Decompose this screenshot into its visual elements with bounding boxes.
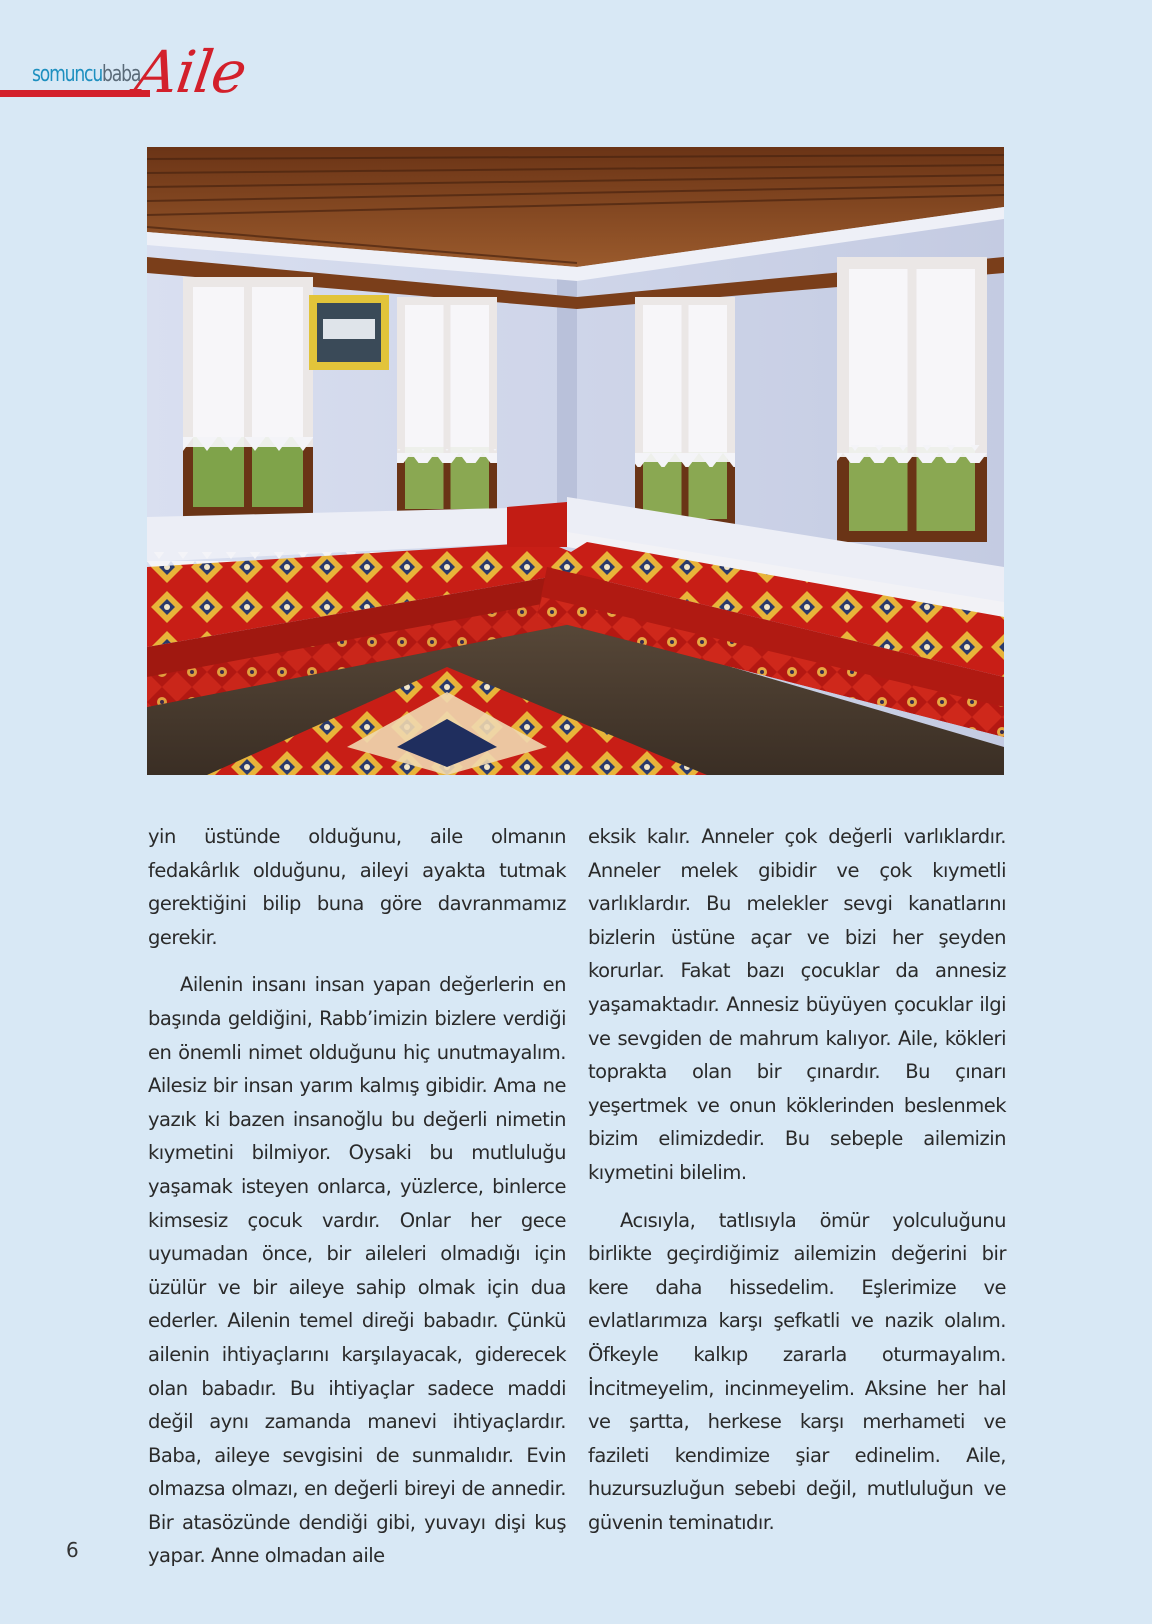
room-illustration — [147, 147, 1004, 775]
page-number: 6 — [66, 1538, 79, 1562]
right-paragraph-1: eksik kalır. Anneler çok değerli varlıklardır. Anneler melek gibidir ve çok kıymetli varlıklardır. Bu melekler sevgi kanatlarını bizlerin üstüne açar ve bizi her şeyden korurlar. Fakat bazı çocuklar da annesiz yaşamaktadır. Annesiz büyüyen çocuklar ilgi ve sevgiden de mahrum kalıyor. Aile, kökleri toprakta olan bir çınardır. Bu çınarı yeşertmek ve onun köklerinden beslenmek bizim elimizdedir. Bu sebeple ailemizin kıymetini bilelim. — [588, 825, 1006, 1184]
article-column-left — [148, 820, 566, 1573]
left-paragraph-2: Ailenin insanı insan yapan değerlerin en başında geldiğini, Rabb’imizin bizlere verdiği en önemli nimet olduğunu hiç unutmayalım. Ailesiz bir insan yarım kalmış gibidir. Ama ne yazık ki bazen insanoğlu bu değerli nimetin kıymetini bilmiyor. Oysaki bu mutluluğu yaşamak isteyen onlarca, yüzlerce, binlerce kimsesiz çocuk vardır. Onlar her gece uyumadan önce, bir aileleri olmadığı için üzülür ve bir aileye sahip olmak için dua ederler. Ailenin temel direği babadır. Çünkü ailenin ihtiyaçlarını karşılayacak, giderecek olan babadır. Bu ihtiyaçlar sadece maddi değil aynı zamanda manevi ihtiyaçlardır. Baba, aileye sevgisini de sunmalıdır. Evin olmazsa olmazı, en değerli bireyi de annedir. Bir atasözünde dendiği gibi, yuvayı dişi kuş yapar. Anne olmadan aile — [148, 973, 566, 1568]
magazine-logo — [0, 38, 250, 110]
brand-part1: somuncu — [32, 62, 103, 87]
brand-name — [32, 62, 140, 87]
logo-red-bar — [0, 90, 150, 97]
section-title: Aile — [131, 38, 251, 106]
brand-part2: baba — [102, 62, 141, 87]
article-column-right — [588, 820, 1006, 1539]
left-paragraph-1: yin üstünde olduğunu, aile olmanın fedakârlık olduğunu, aileyi ayakta tutmak gerektiğini bilip buna göre davranmamız gerekir. — [148, 825, 566, 949]
right-paragraph-2: Acısıyla, tatlısıyla ömür yolculuğunu birlikte geçirdiğimiz ailemizin değerini bir kere daha hissedelim. Eşlerimize ve evlatlarımıza karşı şefkatli ve nazik olalım. Öfkeyle kalkıp zararla oturmayalım. İncitmeyelim, incinmeyelim. Aksine her hal ve şartta, herkese karşı merhameti ve fazileti kendimize şiar edinelim. Aile, huzursuzluğun sebebi değil, mutluluğun ve güvenin teminatıdır. — [588, 1208, 1006, 1534]
traditional-room-photo — [147, 147, 1004, 775]
